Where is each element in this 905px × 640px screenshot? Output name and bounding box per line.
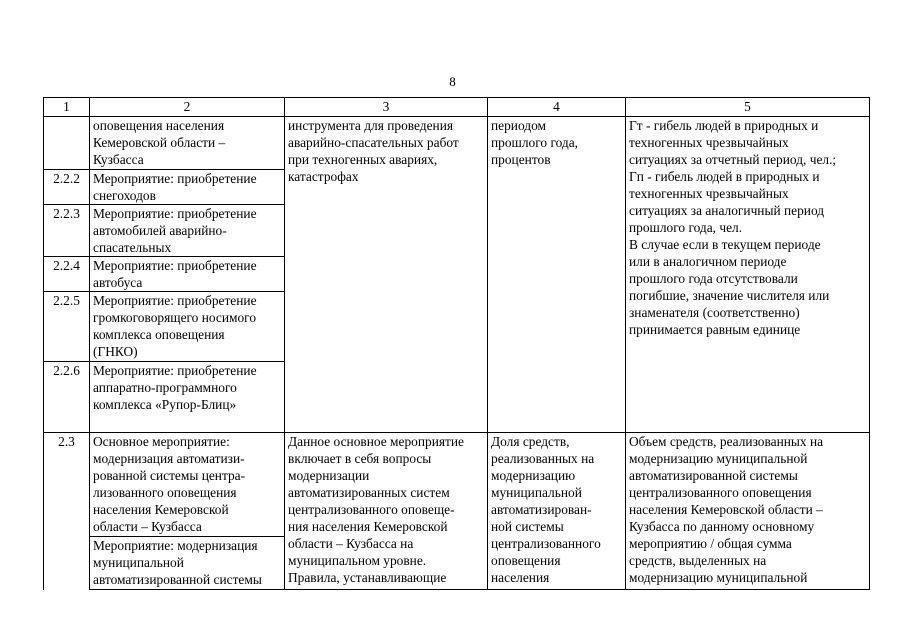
measure-description: инструмента для проведения аварийно-спасательных работ при техногенных авариях, катастрофах <box>285 117 488 433</box>
indicator-name: периодом прошлого года, процентов <box>488 117 626 433</box>
column-header-3: 3 <box>285 98 488 117</box>
row-number: 2.2.4 <box>44 257 90 292</box>
row-number: 2.2.5 <box>44 292 90 362</box>
measure-description: Данное основное мероприятие включает в себя вопросы модернизации автоматизированных систем централизованного оповеще- ния населения Кемеровской области – Кузбасса на муниципальном уровне. Правила, устанавливающие <box>285 433 488 590</box>
sub-measure-name: Мероприятие: модернизация муниципальной автоматизированной системы <box>90 537 285 590</box>
table-row <box>44 117 870 170</box>
measure-name: Мероприятие: приобретение автобуса <box>90 257 285 292</box>
measure-name: Мероприятие: приобретение автомобилей аварийно- спасательных <box>90 205 285 257</box>
measure-name: Мероприятие: приобретение снегоходов <box>90 170 285 205</box>
column-number-header-row <box>44 98 870 117</box>
column-header-2: 2 <box>90 98 285 117</box>
program-table <box>43 97 870 590</box>
column-header-4: 4 <box>488 98 626 117</box>
measure-name: Мероприятие: приобретение громкоговорящего носимого комплекса оповещения (ГНКО) <box>90 292 285 362</box>
measure-name: оповещения населения Кемеровской области – Кузбасса <box>90 117 285 170</box>
table-row <box>44 433 870 537</box>
row-number: 2.2.2 <box>44 170 90 205</box>
indicator-formula: Гт - гибель людей в природных и техногенных чрезвычайных ситуациях за отчетный период, чел.; Гп - гибель людей в природных и техногенных чрезвычайных ситуациях за аналогичный период прошлого года, чел. В случае если в текущем периоде или в аналогичном периоде прошлого года отсутствовали погибшие, значение числителя или знаменателя (соответственно) принимается равным единице <box>626 117 870 433</box>
page-number: 8 <box>449 74 456 89</box>
indicator-name: Доля средств, реализованных на модернизацию муниципальной автоматизирован- ной системы централизованного оповещения населения <box>488 433 626 590</box>
row-number <box>44 117 90 170</box>
row-number: 2.2.6 <box>44 362 90 433</box>
indicator-formula: Объем средств, реализованных на модернизацию муниципальной автоматизированной системы централизованного оповещения населения Кемеровской области – Кузбасса по данному основному мероприятию / общая сумма средств, выделенных на модернизацию муниципальной <box>626 433 870 590</box>
row-number: 2.3 <box>44 433 90 590</box>
column-header-5: 5 <box>626 98 870 117</box>
measure-name: Мероприятие: приобретение аппаратно-программного комплекса «Рупор-Блиц» <box>90 362 285 433</box>
column-header-1: 1 <box>44 98 90 117</box>
measure-name: Основное мероприятие: модернизация автоматизи- рованной системы центра- лизованного оповещения населения Кемеровской области – Кузбасса <box>90 433 285 537</box>
row-number: 2.2.3 <box>44 205 90 257</box>
